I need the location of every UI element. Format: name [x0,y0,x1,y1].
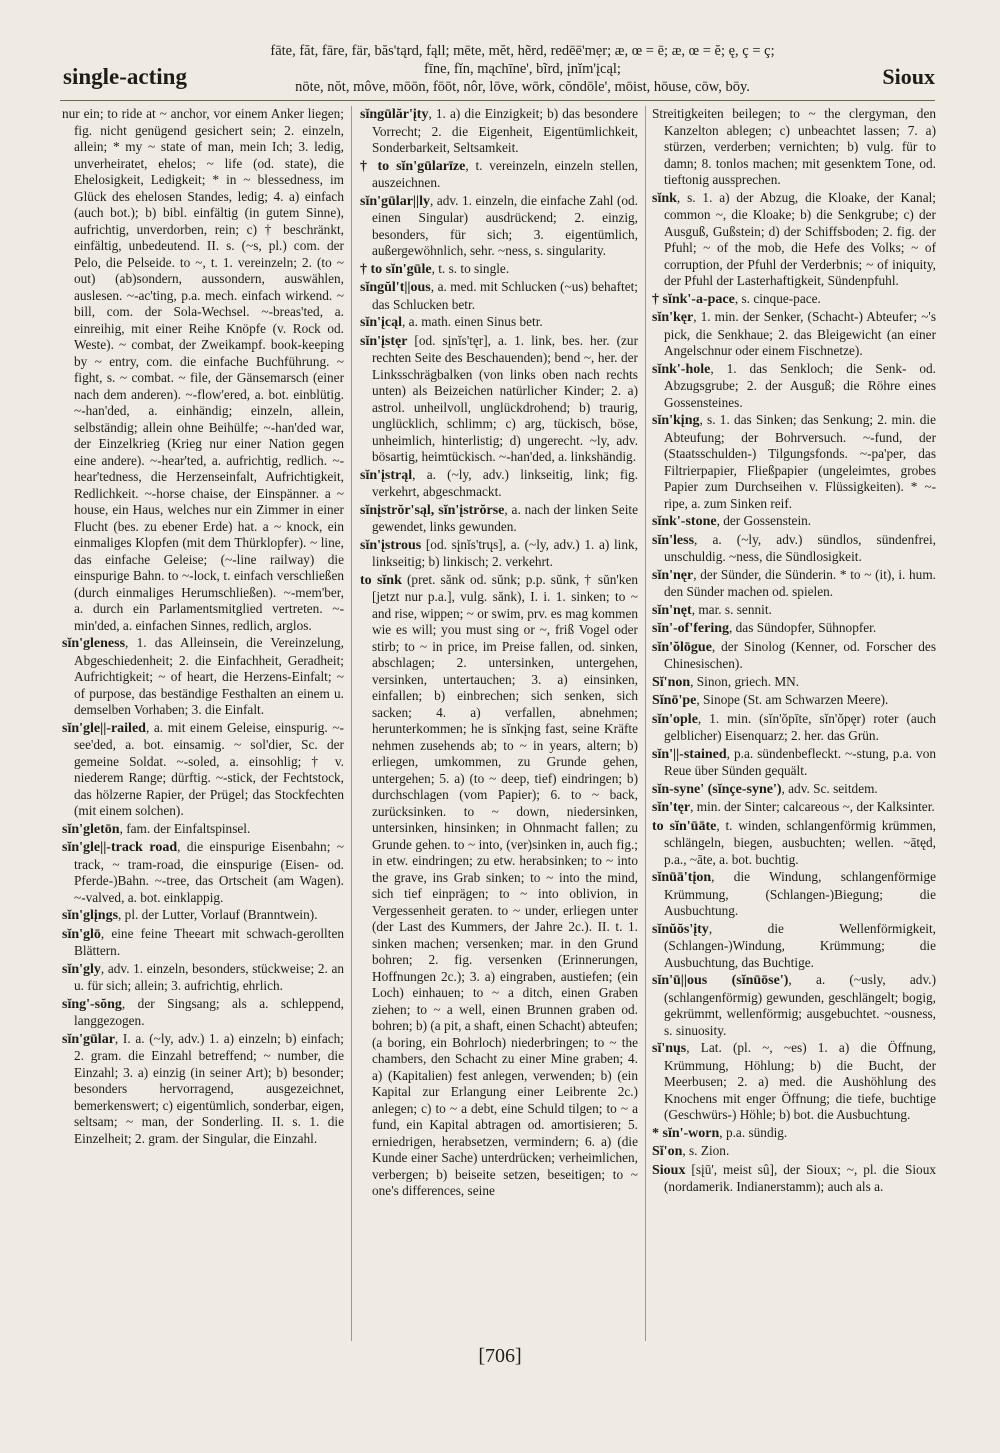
entry-definition: , p.a. sündig. [719,1124,788,1140]
dictionary-entry [652,513,936,531]
entry-definition: , die Windung, schlangenförmige Krümmung, (Schlangen-)Biegung; die Ausbuchtung. [664,869,936,918]
entry-definition: , s. 1. a) der Abzug, die Kloake, der Kanal; common ~, die Kloake; b) die Senkgrube; c) der Ausguß, Gußstein; d) der Schiffsboden; 2. fig. der Pfuhl; ~ of the mob, die Hefe des Volks; ~ of corruption, der Pfuhl der Verderbnis; ~ of iniquity, der Pfuhl der Lasterhaftigkeit, Sündenpfuhl. [664,189,936,288]
entry-definition: , a. math. einen Sinus betr. [402,314,543,329]
dictionary-column-1 [62,106,344,1341]
dictionary-entry [360,261,638,279]
dictionary-entry [652,309,936,360]
entry-definition: , fam. der Einfaltspinsel. [119,820,251,836]
dictionary-column-2 [360,106,638,1341]
entry-headword: sĭnk'-stone [652,514,717,529]
entry-definition: , s. Zion. [682,1143,730,1158]
entry-headword: sĭn'įstęr [360,333,408,349]
entry-headword: sĭn'gūlar [62,1031,115,1047]
entry-headword: sĭn'įstrous [360,537,422,553]
entry-definition: [od. sįnĭs'tęr], a. 1. link, bes. her. (zur rechten Seite des Beschauenden); bend ~, her. der Linksschrägbalken (von links oben nach rechts unten) als Beizeichen natürlicher Kinder; 2. a) astrol. unheilvoll, unglückdrohend; b) traurig, unglücklich, schlimm; c) arg, tückisch, böse, unheimlich, hinterlistig; d) ungerecht. ~ly, adv. bösartig, heimtückisch. ~-han'ded, a. linkshändig. [372,332,638,464]
entry-headword: sĭn'gle||-railed [62,720,146,736]
dictionary-entry [652,972,936,1039]
entry-definition: , adv. 1. einzeln, die einfache Zahl (od. einen Singular) ausdrückend; 2. einzig, besonders, für sich; 3. eigentümlich, außergewöhnlich, sehr. ~ness, s. singularity. [372,192,638,258]
dictionary-entry [360,537,638,571]
dictionary-entry [62,907,344,925]
dictionary-entry [62,635,344,719]
entry-definition: , p.a. sündenbefleckt. ~-stung, p.a. von Reue über Sünden gequält. [664,745,936,778]
entry-definition: [sįū', meist sû], der Sioux; ~, pl. die Sioux (nordamerik. Indianerstamm); auch als a. [664,1161,936,1194]
entry-definition: , der Sinolog (Kenner, od. Forscher des Chinesischen). [664,638,936,671]
entry-headword: sĭn'ople [652,711,698,727]
entry-headword: sĭn'gle||-track road [62,840,178,855]
entry-headword: † sĭnk'-a-pace [652,291,735,307]
entry-definition: , t. vereinzeln, einzeln stellen, auszeichnen. [372,157,638,190]
entry-definition: , eine feine Theeart mit schwach-gerollten Blättern. [74,925,344,958]
entry-headword: sĭn'glō [62,926,101,942]
entry-headword: Sioux [652,1162,686,1178]
dictionary-entry [652,361,936,412]
dictionary-entry [360,193,638,260]
entry-definition: , die einspurige Eisenbahn; ~ track, ~ tram-road, die einspurige (Eisen- od. Pferde-)Bahn. ~-tree, das Ortscheit (am Wagen). ~-valved, a. bot. einklappig. [74,839,344,905]
entry-definition: , t. winden, schlangenförmig krümmen, schlängeln, biegen, ausbuchten; wellen. ~ātęd, p.a., ~āte, a. bot. buchtig. [664,817,936,867]
entry-definition: , a. (~ly, adv.) linkseitig, link; fig. verkehrt, abgeschmackt. [372,466,638,499]
dictionary-entry [360,467,638,501]
entry-definition: [od. sįnĭs'trųs], a. (~ly, adv.) 1. a) link, linkseitig; b) linkisch; 2. verkehrt. [372,536,638,569]
entry-definition: , I. a. (~ly, adv.) 1. a) einzeln; b) einfach; 2. gram. die Einzahl betreffend; ~ number, die Einzahl; 3. a) einzig (in seiner Art); b) besonder; besonders hervorragend, ausgezeichnet, bemerkenswert; c) eigentümlich, sonderbar, eigen, seltsam; ~ man, der Sonderling. II. s. 1. die Einzelheit; 2. gram. der Singular, die Einzahl. [74,1030,344,1146]
page-header [60,40,935,101]
dictionary-entry [62,996,344,1030]
dictionary-entry [652,190,936,290]
entry-headword: sĭn'kįng [652,413,700,428]
dictionary-entry [652,1125,936,1143]
entry-headword: sĭnūā'tįon [652,870,712,885]
entry-headword: sĭn'less [652,532,695,548]
entry-headword: sĭnk [652,190,677,206]
entry-definition: (pret. sănk od. sŭnk; p.p. sŭnk, † sŭn'ken [jetzt nur p.a.], vulg. sănk), I. i. 1. sinken; to ~ and rise, wippen; ~ or swim, prv. es mag kommen wie es will; you must sing or ~, friß Vogel oder stirb; to ~ in price, im Preise fallen, od. sinken, abschlagen; 2. untersinken, untergehen, versinken, untertauchen; 3. a) einsinken, einfallen; b) einbrechen; sich senken, sich sacken; 4. a) verfallen, abnehmen; herunterkommen; he is sĭnkįng fast, seine Kräfte nehmen zusehends ab; to ~ in years, altern; b) erliegen, umkommen, zu Grunde gehen, untergehen; 5. a) (to ~ deep, tief) eindringen; b) durchschlagen (vom Papier); 6. to ~ back, zurücksinken. to ~ down, niedersinken, untersinken, hinsinken; in Ohnmacht fallen; zu Grunde gehen. to ~ into, (ver)sinken in, auch fig.; in etw. eindringen; zu etw. herabsinken; to ~ into the grave, ins Grab sinken; to ~ into the mind, sich tief einprägen; to ~ into oblivion, in Vergessenheit geraten. to ~ under, erliegen unter (der Last des Kummers, der Jahre 2c.). II. t. 1. sinken machen; versenken; mar. in den Grund bohren; 2. fig. versenken (Erinnerungen, Hoffnungen 2c.); 3. a) eingraben, austiefen; (ein Loch) einhauen; to ~ a ditch, einen Graben ziehen; to ~ a well, einen Brunnen graben od. bohren; b) (a pit, a shaft, einen Schacht) abteufen; (a boring, ein Bohrloch) niederbringen; to ~ the chambers, den Schacht zu einer Mine graben; 4. a) (Kapitalien) fest anlegen, verwenden; b) (ein Kapital zur Erlangung einer Leibrente 2c.) anlegen; c) to ~ a debt, eine Schuld tilgen; to ~ a fund, ein Kapital abtragen od. amortisieren; 5. erniedrigen, herabsetzen, vermindern; 6. a) (die Kunde einer Sache) unterdrücken; verheimlichen, verbergen; b) beiseite setzen, beseitigen; to ~ one's differences, seine [372,571,638,1198]
pronunciation-key-line: nōte, nŏt, môve, mōōn, fōōt, nôr, lōve, wōrk, cŏndōle', mōist, hōuse, cōw, bōy. [295,79,750,95]
dictionary-column-3 [652,106,936,1341]
dictionary-entry [360,106,638,157]
column-rule [645,106,646,1341]
entry-headword: sĭn'gletōn [62,821,120,837]
entry-headword: sĭn'ŏlōgue [652,639,712,655]
dictionary-entry [360,158,638,192]
entry-definition: , s. 1. das Sinken; das Senkung; 2. min. die Abteufung; der Bohrversuch. ~-fund, der (Staatsschulden-) Tilgungsfonds. ~-pa'per, das Filtrierpapier, Fließpapier (ungeleimtes, grobes Papier zum Durchseihen v. Flüssigkeiten). * ~-ripe, a. zum Sinken reif. [664,412,936,511]
entry-headword: sĭn'kęr [652,310,694,325]
entry-headword: † to sĭn'gūle [360,261,432,277]
dictionary-entry [62,821,344,839]
entry-definition: , 1. das Senkloch; die Senk- od. Abzugsgrube; 2. der Ausguß; die Röhre eines Gossensteines. [664,360,936,410]
entry-definition: , 1. das Alleinsein, die Vereinzelung, Abgeschiedenheit; 2. die Einfachheit, Geradheit; Aufrichtigkeit; ~ of heart, die Herzens-Einfalt; ~ of purpose, das beständige Festhalten an einem u. demselben Vorhaben; 3. die Einfalt. [74,635,344,717]
dictionary-entry [652,639,936,673]
entry-definition: , pl. der Lutter, Vorlauf (Branntwein). [118,907,318,922]
entry-headword: † to sĭn'gūlarīze [360,158,466,174]
entry-headword: Sĭ'on [652,1144,683,1159]
dictionary-entry [62,926,344,960]
dictionary-entry [652,532,936,566]
dictionary-entry [360,314,638,332]
entry-headword: sĭn'ū||ous (sĭnūōse') [652,973,789,988]
dictionary-entry [652,602,936,620]
dictionary-entry [652,921,936,972]
guide-word-left: single-acting [63,64,187,89]
dictionary-entry [652,106,936,189]
dictionary-entry [652,1040,936,1124]
entry-definition: , t. s. to single. [431,260,510,276]
entry-definition: , a. med. mit Schlucken (~us) behaftet; das Schlucken betr. [372,279,638,312]
dictionary-entry [360,333,638,466]
entry-headword: sĭnk'-hole [652,361,711,377]
dictionary-entry [652,781,936,799]
entry-definition: , Sinope (St. am Schwarzen Meere). [696,692,889,707]
entry-definition: , 1. a) die Einzigkeit; b) das besondere Vorrecht; 2. die Eigenheit, Eigentümlichkeit, Sonderbarkeit, Seltsamkeit. [372,106,638,155]
entry-headword: to sĭn'ūāte [652,818,717,834]
entry-definition: , adv. 1. einzeln, besonders, stückweise; 2. an u. für sich; allein; 3. aufrichtig, ehrlich. [74,960,344,993]
dictionary-entry [62,961,344,995]
entry-definition: , adv. Sc. seitdem. [781,780,878,796]
entry-headword: sĭn'nęt [652,602,692,618]
entry-headword: sĭn'gleness [62,636,126,651]
entry-headword: sĭn'gly [62,961,101,977]
guide-word-right: Sioux [882,64,935,89]
dictionary-entry [62,1031,344,1148]
entry-headword: sĭ'nųs [652,1041,687,1056]
entry-headword: sĭn'įcąl [360,315,403,330]
entry-headword: sĭngūlăr'įty [360,107,429,122]
entry-headword: to sĭnk [360,572,402,588]
entry-definition: , 1. min. der Senker, (Schacht-) Abteufer; ~'s pick, die Senkhaue; 2. das Bleigewicht (an einer Angelschnur oder einem Fischnetze). [664,309,936,358]
dictionary-entry [360,279,638,313]
entry-definition: , min. der Sinter; calcareous ~, der Kalksinter. [690,799,935,814]
entry-headword: sĭnįstrŏr'sąl, sĭn'įstrŏrse [360,502,505,518]
dictionary-entry [652,1143,936,1161]
column-rule [351,106,352,1341]
entry-headword: sĭnŭŏs'įty [652,921,709,937]
entry-headword: * sĭn'-worn [652,1125,720,1141]
pronunciation-key-line: fāte, făt, fāre, fär, băs'tąrd, fąll; mēte, mĕt, hẽrd, redēē'mẹr; æ, œ = ē; æ, œ = ĕ; ę, ç = ç; [270,43,775,59]
entry-headword: sĭng'-sŏng [62,996,122,1012]
entry-definition: , a. nach der linken Seite gewendet, links gewunden. [372,501,638,534]
entry-definition: , mar. s. sennit. [691,601,772,617]
entry-definition: , a. mit einem Geleise, einspurig. ~-see'ded, a. bot. einsamig. ~ sol'dier, Sc. der gemeine Soldat. ~-soled, a. einsohlig; † v. niederem Range; dürftig. ~-stick, der Fechtstock, das hölzerne Rapier, der Prügel; das Stockfechten (mit einem solchen). [74,719,344,818]
dictionary-entry [652,567,936,601]
dictionary-entry [652,746,936,780]
pronunciation-key-line: fīne, fĭn, mąchīne', bĩrd, įnĭm'įcąl; [424,61,621,77]
dictionary-entry [62,720,344,820]
dictionary-entry [652,1162,936,1196]
dictionary-entry [62,106,344,634]
entry-headword: sĭn'-of'fering [652,621,729,636]
dictionary-entry [652,799,936,817]
entry-definition: , die Wellenförmigkeit, (Schlangen-)Windung, Krümmung; die Ausbuchtung, das Buchtige. [664,920,936,970]
entry-headword: Sĭ'non [652,674,691,690]
entry-headword: sĭn'glįngs [62,908,119,923]
dictionary-entry [652,412,936,512]
dictionary-entry [652,291,936,309]
entry-definition: , a. (~ly, adv.) sündlos, sündenfrei, unschuldig. ~ness, die Sündlosigkeit. [664,531,936,564]
dictionary-entry [652,620,936,638]
entry-definition: , der Singsang; als a. schleppend, langgezogen. [74,995,344,1028]
entry-headword: sĭn'||-stained [652,746,727,762]
entry-definition: , Sinon, griech. MN. [690,673,800,689]
dictionary-entry [62,839,344,906]
entry-definition: , das Sündopfer, Sühnopfer. [729,620,877,635]
entry-headword: Sĭnō'pe [652,693,697,708]
dictionary-entry [360,502,638,536]
entry-headword: sĭn'gūlar||ly [360,193,430,209]
entry-headword: sĭn'nęr [652,567,694,583]
dictionary-entry [652,869,936,920]
entry-headword: sĭn'tęr [652,800,691,815]
pronunciation-key [230,42,815,96]
entry-definition: Streitigkeiten beilegen; to ~ the clergyman, den Kanzelton ablegen; c) unbeachtet lassen; 7. a) stürzen, verderben; vernichten; b) vulg. für to damn; 8. tonlos machen; mit gesenktem Tone, od. tieftonig aussprechen. [652,106,936,187]
entry-definition: , a. (~usly, adv.) (schlangenförmig) gewunden, geschlängelt; bogig, gekrümmt, wellenförmig; ausgebuchtet. ~ousness, s. sinuosity. [664,972,936,1038]
entry-definition: , der Gossenstein. [716,513,812,528]
page-number: [706] [478,1345,522,1367]
entry-definition: nur ein; to ride at ~ anchor, vor einem Anker liegen; fig. nicht genügend gesichert sein; 2. einzeln, allein; * my ~ state of man, mein Ich; 3. ledig, unverheiratet, ehelos; ~ life (od. state), die Ehelosigkeit, Ledigkeit; * in ~ blessedness, im Glück des ehelosen Standes, ledig; 4. a) einfach (auch bot.); b) bibl. einfältig (in gutem Sinne), aufrichtig, unverdorben, rein; c) † beschränkt, einfältig, unbedeutend. II. s. (~s, pl.) com. der Pelo, die Pelseide. to ~, t. 1. vereinzeln; 2. (to ~ out) (ab)sondern, aussondern, auswählen, auslesen. ~-ac'ting, p.a. mech. einfach wirkend. ~ bill, com. der Sola-Wechsel. ~-breas'ted, a. einreihig, mit einer Reihe Knöpfe (v. Rock od. Weste). ~ combat, der Zweikampf. book-keeping by ~ entry, com. die einfache Buchführung. ~ fight, s. ~ combat. ~ file, der Gänsemarsch (einer nach dem anderen). ~-flow'ered, a. bot. einblütig. ~-han'ded, a. einhändig; einzeln, allein, selbständig; allein ohne Beihülfe; ~-han'ded war, der Einzelkrieg (Krieg nur einer Nation gegen eine andere). ~-hear'ted, a. aufrichtig, redlich. ~-hear'tedness, die Herzenseinfalt, Aufrichtigkeit, Redlichkeit. ~-horse chaise, der Einspänner. a ~ house, ein Haus, welches nur ein Zimmer in einer Flucht (bes. zu ebener Erde) hat. a ~ knock, ein einmaliges Klopfen (mit dem Thürklopfer). ~ line, das einfache Geleise; (~-line railway) die einspurige Bahn. to ~-lock, t. einfach verschließen (durch einmaliges Herumschließen). ~-mem'ber, a. durch ein Parlamentsmitglied vertreten. ~-min'ded, a. einfachen Sinnes, redlich, arglos. [62,106,344,633]
dictionary-entry [360,572,638,1200]
entry-definition: , 1. min. (sĭn'ŏpīte, sĭn'ŏpęr) roter (auch gelblicher) Eisenquarz; 2. her. das Grün. [664,710,936,743]
dictionary-entry [652,692,936,710]
entry-headword: sĭn-syne' (sĭnçe-syne') [652,781,782,797]
dictionary-entry [652,674,936,692]
dictionary-entry [652,818,936,869]
entry-headword: sĭngŭl't||ous [360,280,431,295]
entry-definition: , der Sünder, die Sünderin. * to ~ (it), i. hum. den Sünder machen od. spielen. [664,566,936,599]
entry-definition: , s. cinque-pace. [734,290,821,306]
entry-headword: sĭn'įstrąl [360,467,413,483]
dictionary-entry [652,711,936,745]
entry-definition: , Lat. (pl. ~, ~es) 1. a) die Öffnung, Krümmung, Höhlung; b) die Bucht, der Meerbusen; 2. a) med. die Aushöhlung des Knochens mit enger Öffnung; die tiefe, buchtige (Geschwürs-) Höhle; b) bot. die Ausbuchtung. [664,1040,936,1122]
